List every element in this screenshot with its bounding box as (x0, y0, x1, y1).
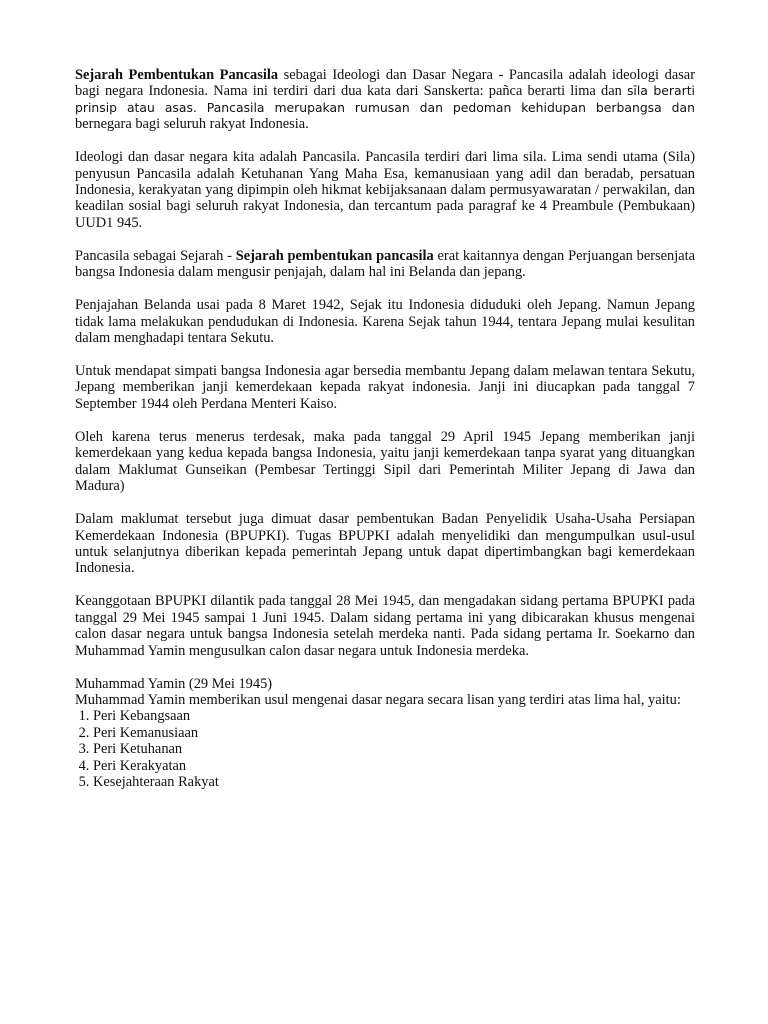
list-item: 5. Kesejahteraan Rakyat (75, 773, 219, 790)
paragraph-intro-end: bernegara bagi seluruh rakyat Indonesia. (75, 116, 309, 133)
paragraph-janji: Oleh karena terus menerus terdesak, maka pada tanggal 29 April 1945 Jepang memberikan janji kemerdekaan yang kedua kepada bangsa Indonesia, yaitu janji kemerdekaan tanpa syarat yang dituangkan dalam Maklumat Gunseikan (Pembesar Tertinggi Sipil dari Pemerintah Militer Jepang di Jawa dan Madura) (75, 428, 695, 495)
paragraph-sejarah-prefix: Pancasila sebagai Sejarah - (75, 247, 236, 264)
yamin-intro: Muhammad Yamin memberikan usul mengenai dasar negara secara lisan yang terdiri atas lima hal, yaitu: (75, 691, 681, 708)
list-item: 2. Peri Kemanusiaan (75, 724, 199, 741)
paragraph-intro (75, 67, 695, 133)
list-item: 4. Peri Kerakyatan (75, 757, 187, 774)
document-title: Sejarah Pembentukan Pancasila (75, 67, 279, 83)
paragraph-ideologi: Ideologi dan dasar negara kita adalah Pancasila. Pancasila terdiri dari lima sila. Lima sendi utama (Sila) penyusun Pancasila adalah Ketuhanan Yang Maha Esa, kemanusiaan yang adil dan beradab, persatuan Indonesia, kerakyatan yang dipimpin oleh hikmat kebijaksanaan dalam permusyawaratan / perwakilan, dan keadilan sosial bagi seluruh rakyat Indonesia, dan tercantum pada paragraf ke 4 Preambule (Pembukaan) UUD1 945. (75, 149, 695, 231)
list-item: 3. Peri Ketuhanan (75, 741, 183, 758)
document-page (75, 67, 695, 807)
paragraph-simpati: Untuk mendapat simpati bangsa Indonesia agar bersedia membantu Jepang dalam melawan tentara Sekutu, Jepang memberikan janji kemerdekaan kepada rakyat indonesia. Janji ini diucapkan pada tanggal 7 September 1944 oleh Perdana Menteri Kaiso. (75, 363, 695, 412)
paragraph-intro-sans-text: sīla berarti prinsip atau asas. Pancasila merupakan rumusan dan pedoman kehidupan berbangsa dan (75, 83, 695, 115)
paragraph-sejarah-suffix: erat kaitannya dengan Perjuangan bersenjata bangsa Indonesia dalam mengusir penjajah, dalam hal ini Belanda dan jepang. (75, 247, 695, 281)
yamin-list (75, 708, 695, 790)
paragraph-intro-text: sebagai Ideologi dan Dasar Negara - Pancasila adalah ideologi dasar bagi negara Indonesia. Nama ini terdiri dari dua kata dari Sanskerta: pañca berarti lima dan (75, 67, 695, 100)
yamin-heading: Muhammad Yamin (29 Mei 1945) (75, 675, 273, 692)
yamin-section (75, 676, 695, 791)
paragraph-sejarah-bold: Sejarah pembentukan pancasila (235, 247, 434, 264)
paragraph-bpupki: Keanggotaan BPUPKI dilantik pada tanggal 28 Mei 1945, dan mengadakan sidang pertama BPUPKI pada tanggal 29 Mei 1945 sampai 1 Juni 1945. Dalam sidang pertama ini yang dibicarakan khusus mengenai calon dasar negara untuk bangsa Indonesia setelah merdeka nanti. Pada sidang pertama Ir. Soekarno dan Muhammad Yamin mengusulkan calon dasar negara untuk Indonesia merdeka. (75, 593, 695, 659)
paragraph-penjajahan: Penjajahan Belanda usai pada 8 Maret 1942, Sejak itu Indonesia diduduki oleh Jepang. Namun Jepang tidak lama melakukan pendudukan di Indonesia. Karena Sejak tahun 1944, tentara Jepang mulai kesulitan dalam menghadapi tentara Sekutu. (75, 297, 695, 347)
paragraph-sejarah (75, 248, 695, 281)
list-item: 1. Peri Kebangsaan (75, 708, 191, 725)
paragraph-maklumat: Dalam maklumat tersebut juga dimuat dasar pembentukan Badan Penyelidik Usaha-Usaha Persiapan Kemerdekaan Indonesia (BPUPKI). Tugas BPUPKI adalah menyelidiki dan mengumpulkan usul-usul untuk selanjutnya diberikan kepada pemerintah Jepang untuk dapat dipertimbangkan bagi kemerdekaan Indonesia. (75, 511, 695, 577)
